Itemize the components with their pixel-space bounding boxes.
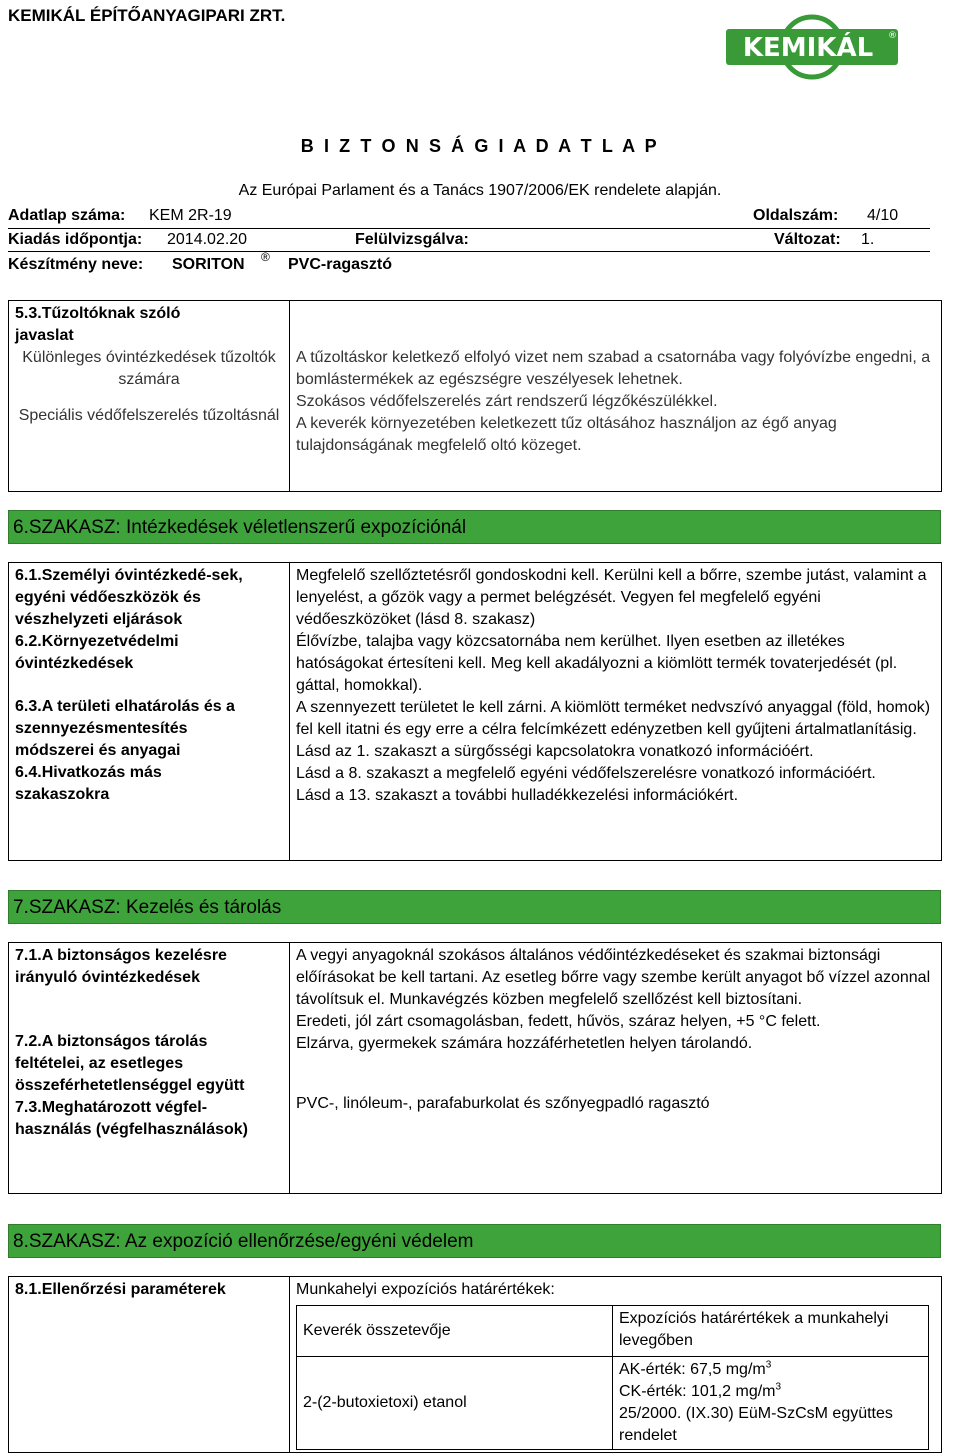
version-value: 1. bbox=[861, 231, 875, 248]
s6-text-1: Megfelelő szellőztetésről gondoskodni kell. Kerülni kell a bőrre, szembe jutást, valamint a lenyelést, a gőzök vagy a permet belégzését. Vegyen fel megfelelő egyéni védőeszközöket (lásd 8. szakasz) bbox=[296, 567, 927, 628]
s7-1-label: 7.1.A biztonságos kezelésre irányuló óvintézkedések bbox=[15, 947, 227, 986]
review-label: Felülvizsgálva: bbox=[355, 231, 469, 248]
s6-label-cell bbox=[9, 563, 290, 861]
limit-values: AK-érték: 67,5 $mg/m^3$ CK-érték: 101,2 $mg/m^3$ 25/2000. (IX.30) EüM-SzCsM együttes rendelet bbox=[613, 1357, 929, 1450]
s6-text-4c: Lásd a 13. szakaszt a további hulladékkezelési információkért. bbox=[296, 787, 739, 804]
s8-intro: Munkahelyi expozíciós határértékek: bbox=[296, 1281, 555, 1298]
product-row bbox=[8, 250, 930, 280]
section-6-table bbox=[8, 562, 942, 861]
kemikal-logo bbox=[724, 8, 900, 86]
s5-text-1: A tűzoltáskor keletkező elfolyó vizet nem szabad a csatornába vagy folyóvízbe engedni, a bomlástermékek az egészségre veszélyesek lehetnek. bbox=[296, 349, 931, 388]
s7-text-2b: Elzárva, gyermekek számára hozzáférhetetlen helyen tárolandó. bbox=[296, 1035, 753, 1052]
version-label: Változat: bbox=[774, 231, 841, 248]
s6-1-label: 6.1.Személyi óvintézkedé-sek, egyéni védőeszközök és vészhelyzeti eljárások bbox=[15, 567, 243, 628]
s6-text-cell bbox=[290, 563, 942, 861]
s5-text-2: Szokásos védőfelszerelés zárt rendszerű légzőkészülékkel. bbox=[296, 393, 718, 410]
s5-text-3: A keverék környezetében keletkezett tűz oltásához használjon az égő anyag tulajdonságának megfelelő oltó közeget. bbox=[296, 415, 837, 454]
ak-value: AK-érték: 67,5 mg/m bbox=[619, 1361, 766, 1378]
logo-text: KEMIKÁL bbox=[742, 33, 874, 63]
s8-content-cell bbox=[290, 1277, 942, 1453]
sheet-number: KEM 2R-19 bbox=[149, 207, 232, 224]
s7-text-2a: Eredeti, jól zárt csomagolásban, fedett, hűvös, száraz helyen, +5 °C felett. bbox=[296, 1013, 821, 1030]
component-name: 2-(2-butoxietoxi) etanol bbox=[297, 1357, 613, 1450]
section-8-table bbox=[8, 1276, 942, 1453]
s5-text-cell bbox=[290, 301, 942, 492]
s6-4-label: 6.4.Hivatkozás más szakaszokra bbox=[15, 764, 162, 803]
s6-2-label: 6.2.Környezetvédelmi óvintézkedések bbox=[15, 633, 179, 672]
s7-2-label: 7.2.A biztonságos tárolás feltételei, az esetleges összeférhetetlenséggel együtt bbox=[15, 1033, 245, 1094]
s6-3-label: 6.3.A területi elhatárolás és a szennyezésmentesítés módszerei és anyagai bbox=[15, 698, 235, 759]
svg-text:®: ® bbox=[888, 31, 897, 41]
exposure-limits-table bbox=[296, 1305, 929, 1450]
s5-firefighter-precautions-label: Különleges óvintézkedések tűzoltók számára bbox=[22, 349, 276, 388]
company-name: KEMIKÁL ÉPÍTŐANYAGIPARI ZRT. bbox=[8, 6, 286, 25]
s8-label-cell bbox=[9, 1277, 290, 1453]
s7-text-cell bbox=[290, 943, 942, 1194]
product-name: SORITON bbox=[172, 256, 245, 273]
s7-text-3: PVC-, linóleum-, parafaburkolat és szőnyegpadló ragasztó bbox=[296, 1095, 710, 1112]
page-number-label: Oldalszám: bbox=[753, 207, 839, 224]
issue-date: 2014.02.20 bbox=[167, 231, 248, 248]
s7-label-cell bbox=[9, 943, 290, 1194]
section-5-table bbox=[8, 300, 942, 492]
decree-text: 25/2000. (IX.30) EüM-SzCsM együttes rendelet bbox=[619, 1405, 893, 1444]
s5-protective-equipment-label: Speciális védőfelszerelés tűzoltásnál bbox=[18, 407, 280, 424]
issue-date-label: Kiadás időpontja: bbox=[8, 231, 143, 248]
section-7-header: 7.SZAKASZ: Kezelés és tárolás bbox=[8, 890, 941, 924]
s7-text-1: A vegyi anyagoknál szokásos általános védőintézkedéseket és szakmai biztonsági előírásokat be kell tartani. Az esetleg bőrre vagy szembe került anyagot bő vízzel azonnal távolítsuk el. Munkavégzés közben megfelelő szellőzést kell biztosítani. bbox=[296, 947, 931, 1008]
issue-info-row bbox=[8, 231, 930, 253]
regulation-line: Az Európai Parlament és a Tanács 1907/2006/EK rendelete alapján. bbox=[238, 182, 722, 199]
product-label: Készítmény neve: bbox=[8, 256, 144, 273]
s5-label-cell bbox=[9, 301, 290, 492]
s7-3-label: 7.3.Meghatározott végfel-használás (végfelhasználások) bbox=[15, 1099, 248, 1138]
col-header-component: Keverék összetevője bbox=[297, 1306, 613, 1357]
page-number: 4/10 bbox=[867, 207, 899, 224]
document-title: B I Z T O N S Á G I A D A T L A P bbox=[300, 136, 660, 156]
col-header-limits: Expozíciós határértékek a munkahelyi levegőben bbox=[613, 1306, 929, 1357]
section-6-header: 6.SZAKASZ: Intézkedések véletlenszerű expozíciónál bbox=[8, 510, 941, 544]
s6-text-4a: Lásd az 1. szakaszt a sürgősségi kapcsolatokra vonatkozó információért. bbox=[296, 743, 814, 760]
ck-value: CK-érték: 101,2 mg/m bbox=[619, 1383, 776, 1400]
product-suffix: PVC-ragasztó bbox=[288, 256, 393, 273]
s8-1-label: 8.1.Ellenőrzési paraméterek bbox=[15, 1281, 226, 1298]
s5-3-label: 5.3.Tűzoltóknak szóló javaslat bbox=[15, 305, 181, 344]
s6-text-3: A szennyezett területet le kell zárni. A kiömlött terméket nedvszívó anyaggal (föld, homok) fel kell itatni és egy erre a célra felcímkézett edényzetben kell gyűjteni ártalmatlanításig. bbox=[296, 699, 931, 738]
sheet-info-row bbox=[8, 207, 930, 229]
registered-mark: ® bbox=[261, 250, 270, 264]
s6-text-2: Élővízbe, talajba vagy közcsatornába nem kerülhet. Ilyen esetben az illetékes hatóságokat értesíteni kell. Meg kell akadályozni a kiömlött termék tovaterjedését (pl. gáttal, homokkal). bbox=[296, 633, 898, 694]
s6-text-4b: Lásd a 8. szakaszt a megfelelő egyéni védőfelszerelésre vonatkozó információért. bbox=[296, 765, 876, 782]
sheet-number-label: Adatlap száma: bbox=[8, 207, 126, 224]
section-7-table bbox=[8, 942, 942, 1194]
section-8-header: 8.SZAKASZ: Az expozíció ellenőrzése/egyéni védelem bbox=[8, 1224, 941, 1258]
